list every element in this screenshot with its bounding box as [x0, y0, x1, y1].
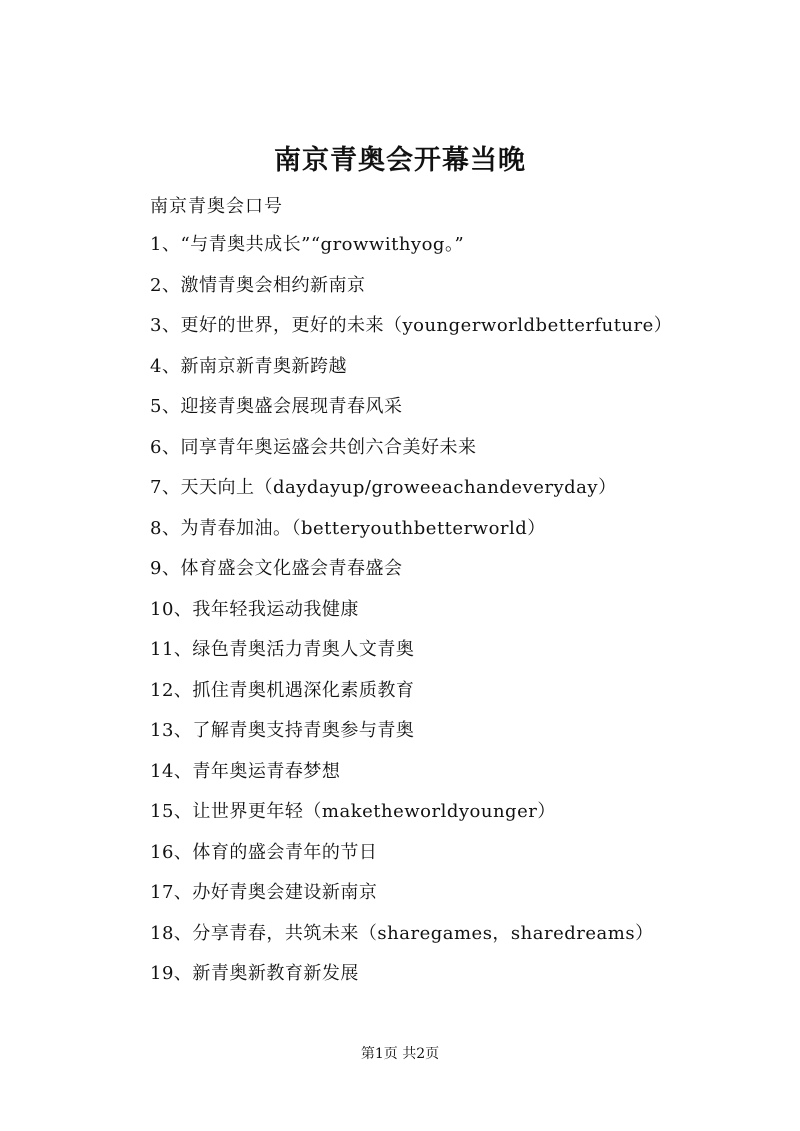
list-item: 16、体育的盛会青年的节日 — [150, 841, 378, 863]
list-item: 3、更好的世界，更好的未来（youngerworldbetterfuture） — [150, 315, 673, 336]
page-footer: 第1页 共2页 — [360, 1046, 440, 1062]
list-item: 9、体育盛会文化盛会青春盛会 — [150, 558, 403, 579]
list-item: 8、为青春加油。（betteryouthbetterworld） — [150, 517, 546, 539]
list-item: 4、新南京新青奥新跨越 — [150, 355, 347, 377]
list-item: 12、抓住青奥机遇深化素质教育 — [150, 679, 415, 701]
list-item: 5、迎接青奥盛会展现青春风采 — [150, 396, 403, 417]
section-subtitle: 南京青奥会口号 — [150, 196, 283, 217]
list-item: 6、同享青年奥运盛会共创六合美好未来 — [150, 436, 477, 458]
list-item: 7、天天向上（daydayup/groweeachandeveryday） — [150, 477, 617, 498]
list-item: 2、激情青奥会相约新南京 — [150, 274, 366, 296]
list-item: 19、新青奥新教育新发展 — [150, 963, 359, 984]
list-item: 17、办好青奥会建设新南京 — [150, 882, 378, 903]
list-item: 13、了解青奥支持青奥参与青奥 — [150, 720, 415, 741]
list-item: 18、分享青春，共筑未来（sharegames，sharedreams） — [150, 922, 654, 944]
slogan-list — [150, 232, 672, 1002]
list-item: 14、青年奥运青春梦想 — [150, 760, 341, 782]
list-item: 10、我年轻我运动我健康 — [150, 598, 359, 620]
list-item: 11、绿色青奥活力青奥人文青奥 — [150, 639, 415, 660]
list-item: 1、“与青奥共成长”“growwithyog。” — [150, 234, 465, 255]
list-item: 15、让世界更年轻（maketheworldyounger） — [150, 801, 556, 822]
page-title: 南京青奥会开幕当晚 — [274, 145, 526, 176]
